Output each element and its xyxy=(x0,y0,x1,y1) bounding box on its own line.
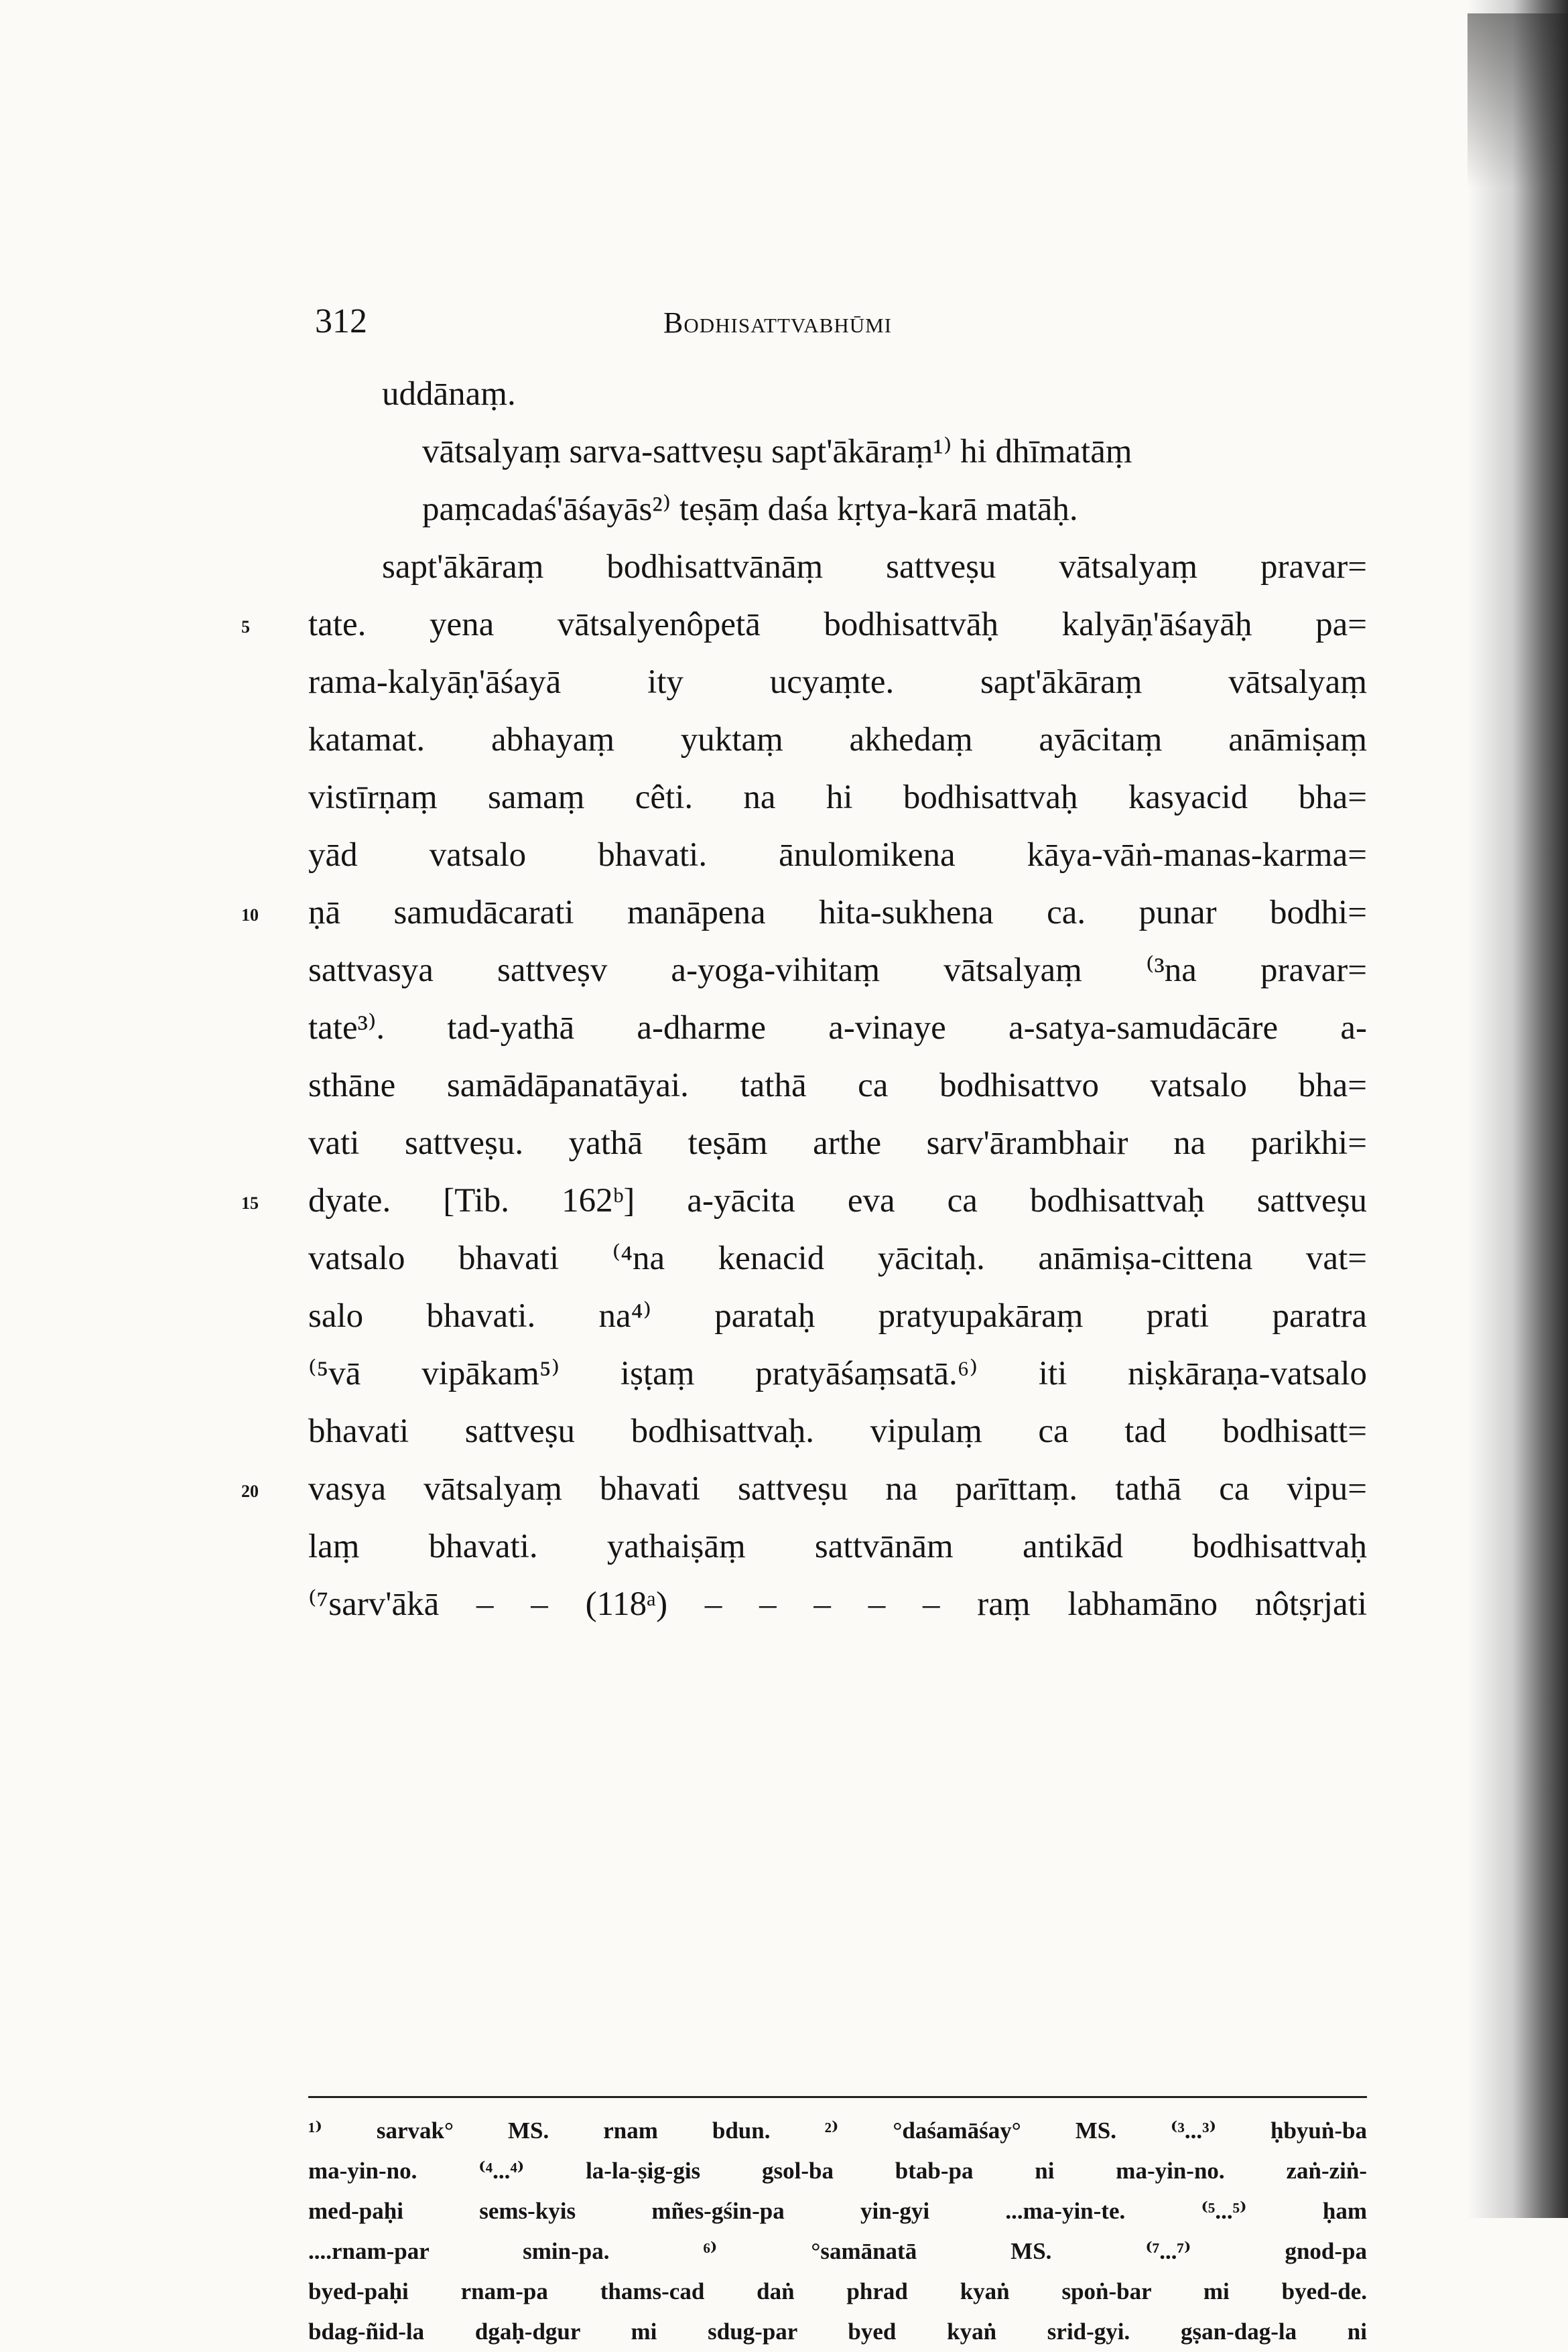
line-text: tate. yena vātsalyenôpetā bodhisattvāḥ kalyāṇ'āśayāḥ pa= xyxy=(308,606,1367,643)
footnote-line xyxy=(0,2312,1568,2352)
footnote-text: med-paḥi sems-kyis mñes-gśin-pa yin-gyi ...ma-yin-te. ⁽⁵...⁵⁾ ḥam xyxy=(308,2198,1367,2224)
line-number: 20 xyxy=(241,1482,259,1501)
line-number: 5 xyxy=(241,617,250,637)
line-text: salo bhavati. na⁴⁾ parataḥ pratyupakāraṃ prati paratra xyxy=(308,1297,1367,1335)
text-line xyxy=(0,999,1568,1057)
text-line xyxy=(0,1518,1568,1575)
text-line xyxy=(0,480,1568,538)
text-line xyxy=(0,826,1568,884)
footnote-line xyxy=(0,2111,1568,2151)
text-line xyxy=(0,711,1568,769)
text-line xyxy=(0,423,1568,480)
text-line xyxy=(0,884,1568,941)
footnote-text: ....rnam-par smin-pa. ⁶⁾ °samānatā MS. ⁽⁷...⁷⁾ gnod-pa xyxy=(308,2238,1367,2264)
line-text: tate³⁾. tad-yathā a-dharme a-vinaye a-satya-samudācāre a- xyxy=(308,1009,1367,1047)
footnote-text: bdag-ñid-la dgaḥ-dgur mi sdug-par byed kyaṅ srid-gyi. gṣan-dag-la ni xyxy=(308,2318,1367,2345)
line-text: ⁽⁵vā vipākam⁵⁾ iṣṭaṃ pratyāśaṃsatā.⁶⁾ iti niṣkāraṇa-vatsalo xyxy=(308,1355,1367,1392)
text-line xyxy=(0,769,1568,826)
line-text: vasya vātsalyaṃ bhavati sattveṣu na parīttaṃ. tathā ca vipu= xyxy=(308,1470,1367,1508)
main-text xyxy=(0,365,1568,1633)
text-line xyxy=(0,1230,1568,1287)
line-text: sapt'ākāraṃ bodhisattvānāṃ sattveṣu vātsalyaṃ pravar= xyxy=(382,548,1367,586)
line-text: bhavati sattveṣu bodhisattvaḥ. vipulaṃ ca tad bodhisatt= xyxy=(308,1413,1367,1450)
line-text: laṃ bhavati. yathaiṣāṃ sattvānām antikād bodhisattvaḥ xyxy=(308,1528,1367,1565)
line-text: vati sattveṣu. yathā teṣām arthe sarv'ārambhair na parikhi= xyxy=(308,1124,1367,1162)
footnote-line xyxy=(0,2151,1568,2191)
footnote-text: ¹⁾ sarvak° MS. rnam bdun. ²⁾ °daśamāśay° MS. ⁽³...³⁾ ḥbyuṅ-ba xyxy=(308,2117,1367,2144)
text-line xyxy=(0,365,1568,423)
line-text: vatsalo bhavati ⁽⁴na kenacid yācitaḥ. anāmiṣa-cittena vat= xyxy=(308,1240,1367,1277)
footnote-line xyxy=(0,2231,1568,2272)
text-line xyxy=(0,1575,1568,1633)
line-text: uddānaṃ. xyxy=(382,375,516,413)
footnote-rule xyxy=(308,2096,1367,2098)
page-header xyxy=(315,302,1380,348)
footnotes xyxy=(0,2111,1568,2352)
footnote-text: ma-yin-no. ⁽⁴...⁴⁾ la-la-ṣig-gis gsol-ba btab-pa ni ma-yin-no. zaṅ-ziṅ- xyxy=(308,2158,1367,2184)
text-line xyxy=(0,941,1568,999)
text-line xyxy=(0,1345,1568,1402)
text-line xyxy=(0,653,1568,711)
text-line xyxy=(0,1114,1568,1172)
line-text: vistīrṇaṃ samaṃ cêti. na hi bodhisattvaḥ kasyacid bha= xyxy=(308,779,1367,816)
line-number: 15 xyxy=(241,1193,259,1213)
text-line xyxy=(0,538,1568,596)
page-number: 312 xyxy=(315,302,367,340)
text-line xyxy=(0,1402,1568,1460)
line-text: ṇā samudācarati manāpena hita-sukhena ca. punar bodhi= xyxy=(308,894,1367,931)
line-text: sthāne samādāpanatāyai. tathā ca bodhisattvo vatsalo bha= xyxy=(308,1067,1367,1104)
text-line xyxy=(0,1172,1568,1230)
text-line xyxy=(0,1460,1568,1518)
text-line xyxy=(0,1287,1568,1345)
text-line xyxy=(0,596,1568,653)
scan-shadow-top xyxy=(1467,13,1568,188)
line-text: paṃcadaś'āśayās²⁾ teṣāṃ daśa kṛtya-karā matāḥ. xyxy=(422,491,1078,528)
footnote-line xyxy=(0,2272,1568,2312)
footnote-line xyxy=(0,2191,1568,2231)
line-text: rama-kalyāṇ'āśayā ity ucyaṃte. sapt'ākāraṃ vātsalyaṃ xyxy=(308,663,1367,701)
line-text: ⁽⁷sarv'ākā – – (118ᵃ) – – – – – raṃ labhamāno nôtṣrjati xyxy=(308,1585,1367,1623)
line-text: yād vatsalo bhavati. ānulomikena kāya-vāṅ-manas-karma= xyxy=(308,836,1367,874)
footnote-text: byed-paḥi rnam-pa thams-cad daṅ phrad kyaṅ spoṅ-bar mi byed-de. xyxy=(308,2278,1367,2304)
text-line xyxy=(0,1057,1568,1114)
running-title: Bodhisattvabhūmi xyxy=(663,306,893,339)
line-text: dyate. [Tib. 162ᵇ] a-yācita eva ca bodhisattvaḥ sattveṣu xyxy=(308,1182,1367,1220)
line-number: 10 xyxy=(241,905,259,925)
line-text: vātsalyaṃ sarva-sattveṣu sapt'ākāraṃ¹⁾ hi dhīmatāṃ xyxy=(422,433,1132,470)
line-text: katamat. abhayaṃ yuktaṃ akhedaṃ ayācitaṃ anāmiṣaṃ xyxy=(308,721,1367,759)
line-text: sattvasya sattveṣv a-yoga-vihitaṃ vātsalyaṃ ⁽³na pravar= xyxy=(308,952,1367,989)
